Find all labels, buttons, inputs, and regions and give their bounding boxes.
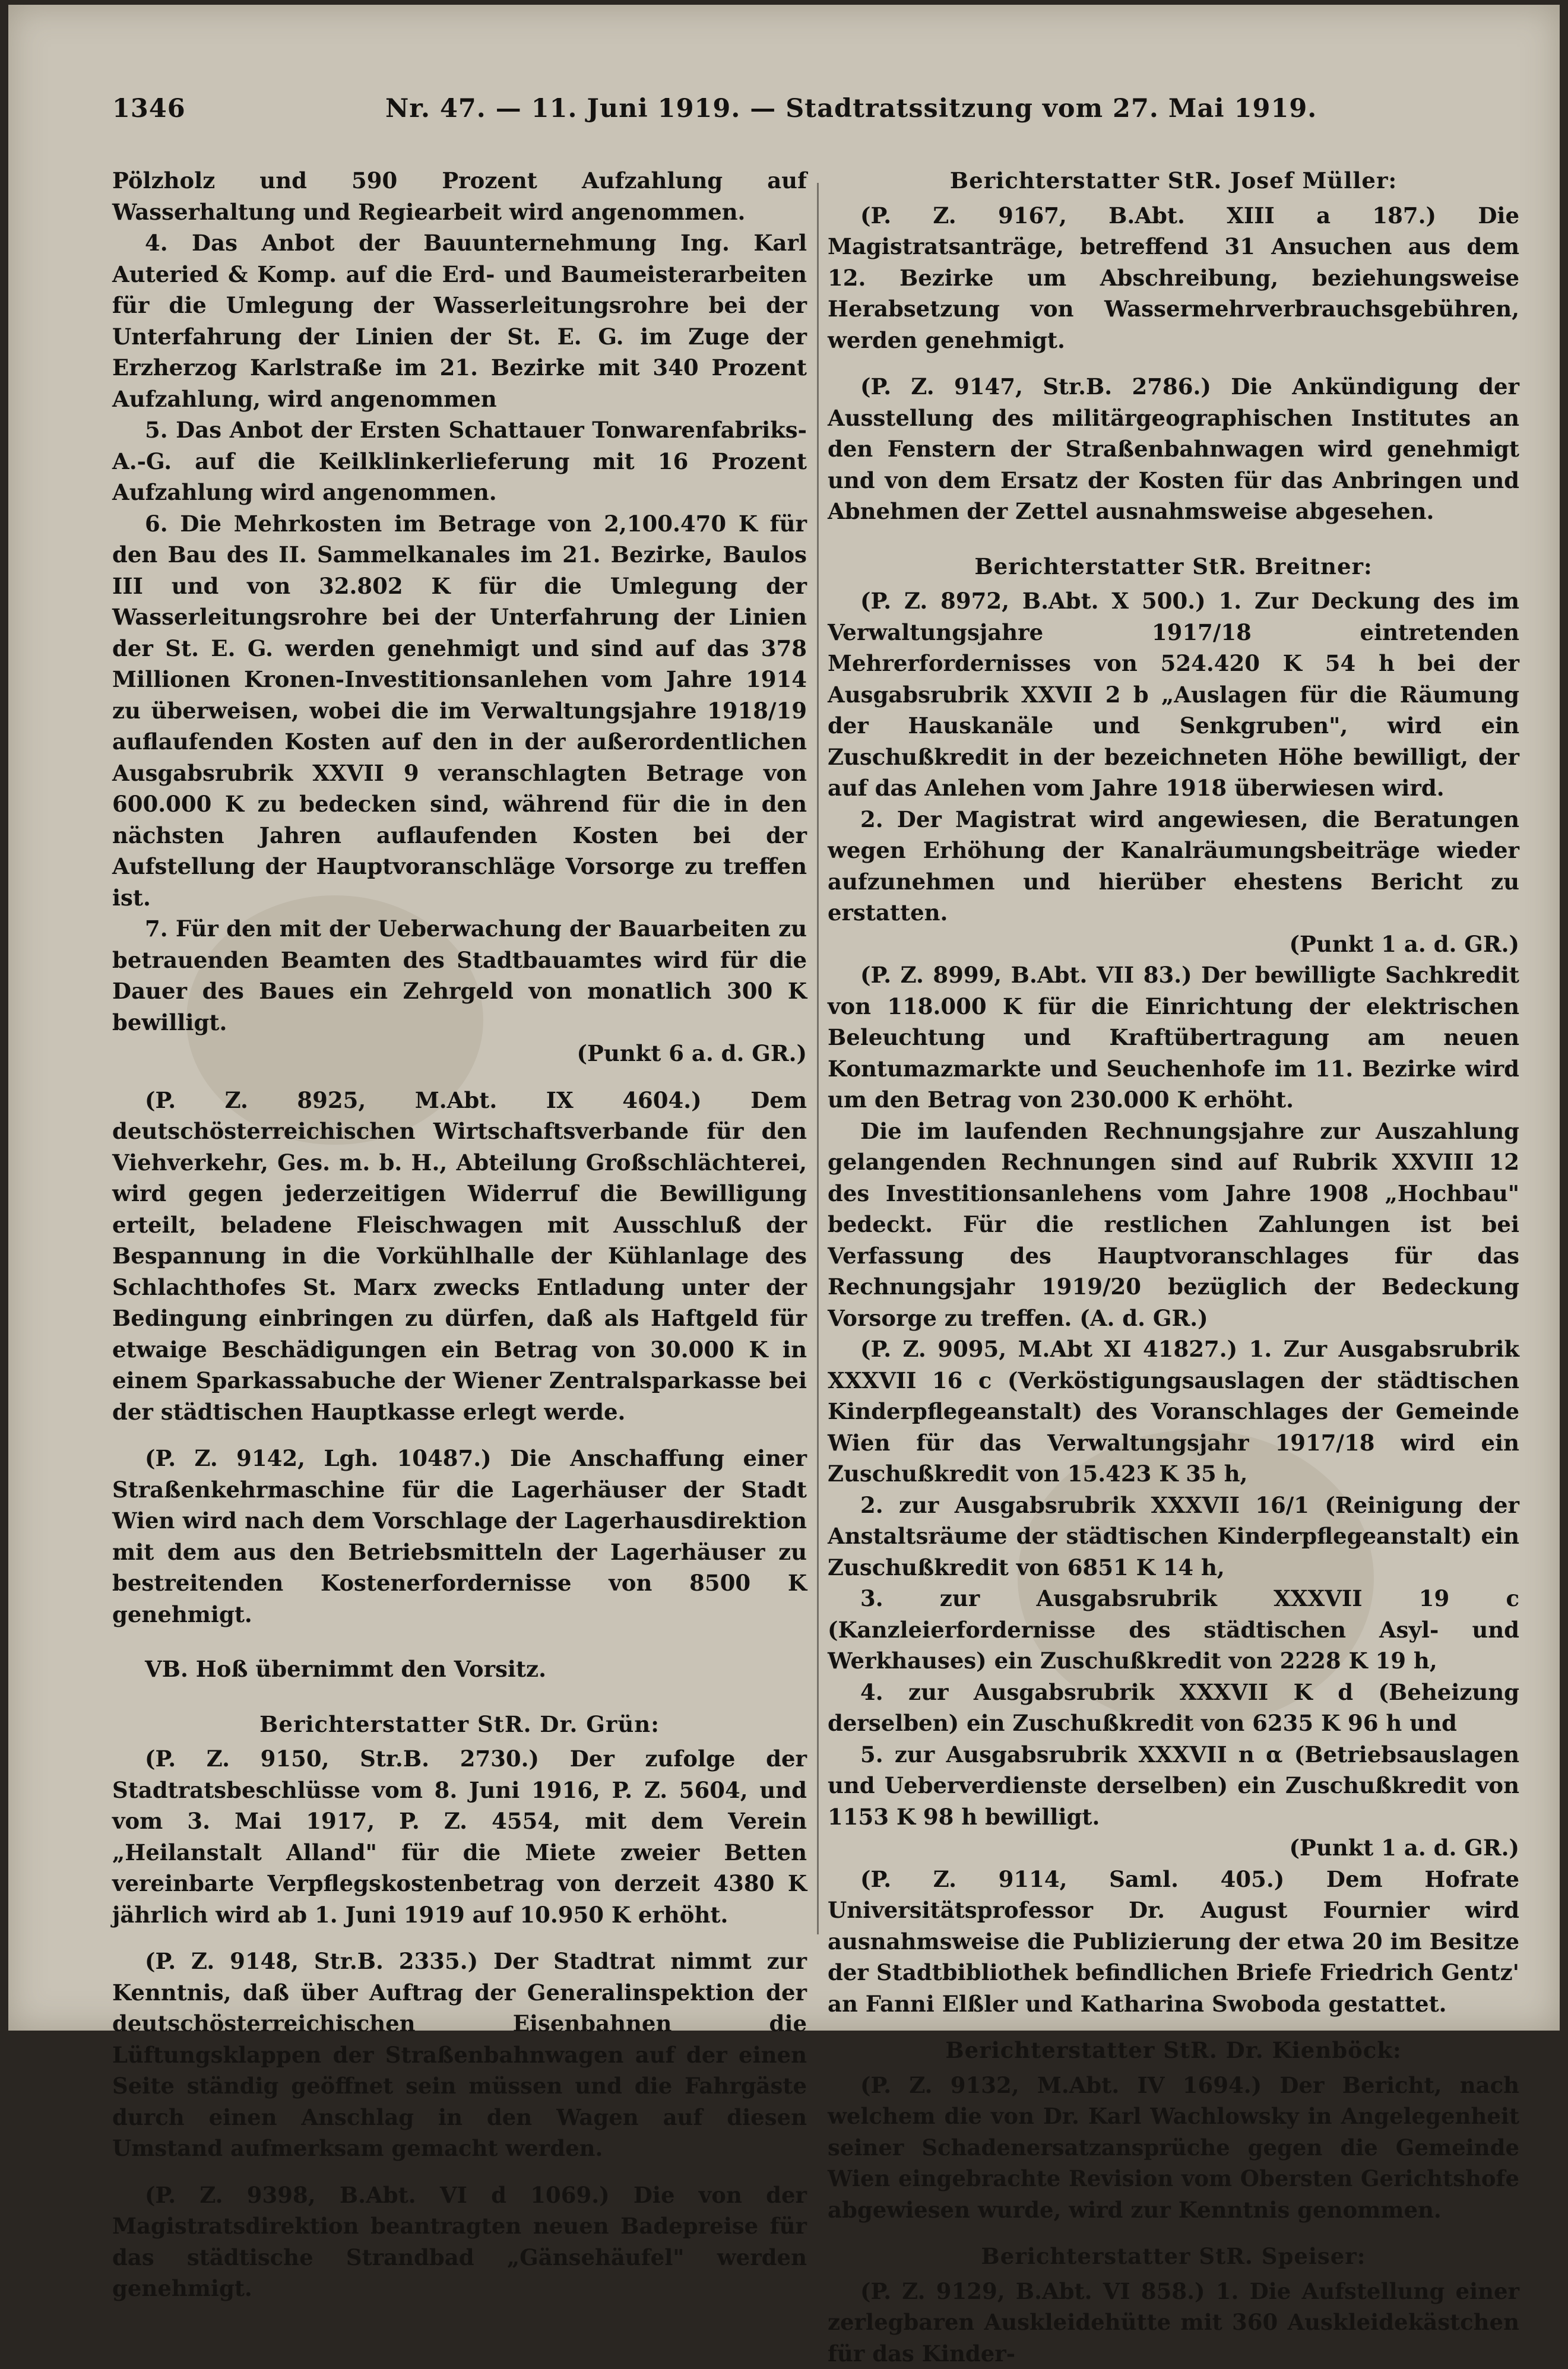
paragraph: 2. zur Ausgabsrubrik XXXVII 16/1 (Reinigung der Anstaltsräume der städtischen Kinderpflegeanstalt) ein Zuschußkredit von 6851 K 14 h, <box>828 1490 1519 1583</box>
paragraph: (P. Z. 9114, Saml. 405.) Dem Hofrate Universitätsprofessor Dr. August Fournier wird ausnahmsweise die Publizierung der etwa 20 im Besitze der Stadtbibliothek befindlichen Briefe Friedrich Gentz' an Fanni Elßler und Katharina Swoboda gestattet. <box>828 1864 1519 2020</box>
page-header <box>112 94 1466 141</box>
paragraph: (P. Z. 8972, B.Abt. X 500.) 1. Zur Deckung des im Verwaltungsjahre 1917/18 eintretenden Mehrerfordernisses von 524.420 K 54 h bei der Ausgabsrubrik XXVII 2 b „Auslagen für die Räumung der Hauskanäle und Senkgruben", wird ein Zuschußkredit in der bezeichneten Höhe bewilligt, der auf das Anlehen vom Jahre 1918 überwiesen wird. <box>828 585 1519 804</box>
paragraph: 5. zur Ausgabsrubrik XXXVII n α (Betriebsauslagen und Ueberverdienste derselben) ein Zuschußkredit von 1153 K 98 h bewilligt. <box>828 1739 1519 1833</box>
paragraph: (P. Z. 8925, M.Abt. IX 4604.) Dem deutschösterreichischen Wirtschaftsverbande für den Viehverkehr, Ges. m. b. H., Abteilung Großschlächterei, wird gegen jederzeitigen Widerruf die Bewilligung erteilt, beladene Fleischwagen mit Ausschluß der Bespannung in die Vorkühlhalle der Kühlanlage des Schlachthofes St. Marx zwecks Entladung unter der Bedingung einbringen zu dürfen, daß als Haftgeld für etwaige Beschädigungen ein Betrag von 30.000 K in einem Sparkassabuche der Wiener Zentralsparkasse bei der städtischen Hauptkasse erlegt werde. <box>112 1085 807 1428</box>
paragraph: (P. Z. 9398, B.Abt. VI d 1069.) Die von der Magistratsdirektion beantragten neuen Badepreise für das städtische Strandbad „Gänsehäufel" werden genehmigt. <box>112 2180 807 2304</box>
paragraph: (P. Z. 9129, B.Abt. VI 858.) 1. Die Aufstellung einer zerlegbaren Auskleidehütte mit 360 Auskleidekästchen für das Kinder- <box>828 2276 1519 2369</box>
paragraph: (P. Z. 9132, M.Abt. IV 1694.) Der Bericht, nach welchem die von Dr. Karl Wachlowsky in Angelegenheit seiner Schadenersatzansprüche gegen die Gemeinde Wien eingebrachte Revision vom Obersten Gerichtshofe abgewiesen wurde, wird zur Kenntnis genommen. <box>828 2070 1519 2226</box>
paragraph: (P. Z. 8999, B.Abt. VII 83.) Der bewilligte Sachkredit von 118.000 K für die Einrichtung der elektrischen Beleuchtung und Kraftübertragung am neuen Kontumazmarkte und Seuchenhofe im 11. Bezirke wird um den Betrag von 230.000 K erhöht. <box>828 959 1519 1116</box>
newspaper-page <box>8 5 1560 2031</box>
paragraph: 4. zur Ausgabsrubrik XXXVII K d (Beheizung derselben) ein Zuschußkredit von 6235 K 96 h und <box>828 1677 1519 1739</box>
paragraph: 5. Das Anbot der Ersten Schattauer Tonwarenfabriks-A.-G. auf die Keilklinkerlieferung mit 16 Prozent Aufzahlung wird angenommen. <box>112 414 807 508</box>
rapporteur-heading: Berichterstatter StR. Speiser: <box>828 2241 1519 2272</box>
rapporteur-heading: Berichterstatter StR. Dr. Grün: <box>112 1709 807 1740</box>
right-column <box>828 165 1519 1946</box>
punkt-reference: (Punkt 6 a. d. GR.) <box>112 1038 807 1069</box>
punkt-reference: (Punkt 1 a. d. GR.) <box>828 1832 1519 1864</box>
paragraph: (P. Z. 9167, B.Abt. XIII a 187.) Die Magistratsanträge, betreffend 31 Ansuchen aus dem 12. Bezirke um Abschreibung, beziehungsweise Herabsetzung von Wassermehrverbrauchsgebühren, werden genehmigt. <box>828 200 1519 356</box>
punkt-reference: (Punkt 1 a. d. GR.) <box>828 929 1519 960</box>
column-divider <box>817 183 819 1934</box>
paragraph: Pölzholz und 590 Prozent Aufzahlung auf Wasserhaltung und Regiearbeit wird angenommen. <box>112 165 807 227</box>
paragraph: 4. Das Anbot der Bauunternehmung Ing. Karl Auteried & Komp. auf die Erd- und Baumeisterarbeiten für die Umlegung der Wasserleitungsrohre bei der Unterfahrung der Linien der St. E. G. im Zuge der Erzherzog Karlstraße im 21. Bezirke mit 340 Prozent Aufzahlung, wird angenommen <box>112 227 807 414</box>
rapporteur-heading: Berichterstatter StR. Breitner: <box>828 551 1519 582</box>
paragraph: 3. zur Ausgabsrubrik XXXVII 19 c (Kanzleierfordernisse des städtischen Asyl- und Werkhauses) ein Zuschußkredit von 2228 K 19 h, <box>828 1583 1519 1677</box>
paragraph: (P. Z. 9147, Str.B. 2786.) Die Ankündigung der Ausstellung des militärgeographischen Institutes an den Fenstern der Straßenbahnwagen wird genehmigt und von dem Ersatz der Kosten für das Anbringen und Abnehmen der Zettel ausnahmsweise abgesehen. <box>828 371 1519 527</box>
page-number: 1346 <box>112 94 385 123</box>
paragraph: 7. Für den mit der Ueberwachung der Bauarbeiten zu betrauenden Beamten des Stadtbauamtes wird für die Dauer des Baues ein Zehrgeld von monatlich 300 K bewilligt. <box>112 913 807 1038</box>
paragraph: 6. Die Mehrkosten im Betrage von 2,100.470 K für den Bau des II. Sammelkanales im 21. Bezirke, Baulos III und von 32.802 K für die Umlegung der Wasserleitungsrohre bei der Unterfahrung der Linien der St. E. G. werden genehmigt und sind auf das 378 Millionen Kronen-Investitionsanlehen vom Jahre 1914 zu überweisen, wobei die im Verwaltungsjahre 1918/19 auflaufenden Kosten auf den in der außerordentlichen Ausgabsrubrik XXVII 9 veranschlagten Betrage von 600.000 K zu bedecken sind, während für die in den nächsten Jahren auflaufenden Kosten bei der Aufstellung der Hauptvoranschläge Vorsorge zu treffen ist. <box>112 508 807 914</box>
paragraph: (P. Z. 9095, M.Abt XI 41827.) 1. Zur Ausgabsrubrik XXXVII 16 c (Verköstigungsauslagen der städtischen Kinderpflegeanstalt) des Voranschlages der Gemeinde Wien für das Verwaltungsjahr 1917/18 wird ein Zuschußkredit von 15.423 K 35 h, <box>828 1334 1519 1490</box>
rapporteur-heading: Berichterstatter StR. Josef Müller: <box>828 165 1519 197</box>
left-column <box>112 165 807 1946</box>
paragraph: (P. Z. 9142, Lgh. 10487.) Die Anschaffung einer Straßenkehrmaschine für die Lagerhäuser der Stadt Wien wird nach dem Vorschlage der Lagerhausdirektion mit dem aus den Betriebsmitteln der Lagerhäuser zu bestreitenden Kostenerfordernisse von 8500 K genehmigt. <box>112 1443 807 1630</box>
running-title: Nr. 47. — 11. Juni 1919. — Stadtratssitzung vom 27. Mai 1919. <box>385 94 1466 123</box>
paragraph: 2. Der Magistrat wird angewiesen, die Beratungen wegen Erhöhung der Kanalräumungsbeiträge wieder aufzunehmen und hierüber ehestens Bericht zu erstatten. <box>828 804 1519 929</box>
rapporteur-heading: Berichterstatter StR. Dr. Kienböck: <box>828 2035 1519 2066</box>
paragraph: (P. Z. 9150, Str.B. 2730.) Der zufolge der Stadtratsbeschlüsse vom 8. Juni 1916, P. Z. 5604, und vom 3. Mai 1917, P. Z. 4554, mit dem Verein „Heilanstalt Alland" für die Miete zweier Betten vereinbarte Verpflegskostenbetrag von derzeit 4380 K jährlich wird ab 1. Juni 1919 auf 10.950 K erhöht. <box>112 1743 807 1930</box>
paragraph: (P. Z. 9148, Str.B. 2335.) Der Stadtrat nimmt zur Kenntnis, daß über Auftrag der Generalinspektion der deutschösterreichischen Eisenbahnen die Lüftungsklappen der Straßenbahnwagen auf der einen Seite ständig geöffnet sein müssen und die Fahrgäste durch einen Anschlag in den Wagen auf diesen Umstand aufmerksam gemacht werden. <box>112 1946 807 2164</box>
paragraph: Die im laufenden Rechnungsjahre zur Auszahlung gelangenden Rechnungen sind auf Rubrik XXVIII 12 des Investitionsanlehens vom Jahre 1908 „Hochbau" bedeckt. Für die restlichen Zahlungen ist bei Verfassung des Hauptvoranschlages für das Rechnungsjahr 1919/20 bezüglich der Bedeckung Vorsorge zu treffen. (A. d. GR.) <box>828 1116 1519 1334</box>
chair-note: VB. Hoß übernimmt den Vorsitz. <box>112 1654 807 1685</box>
